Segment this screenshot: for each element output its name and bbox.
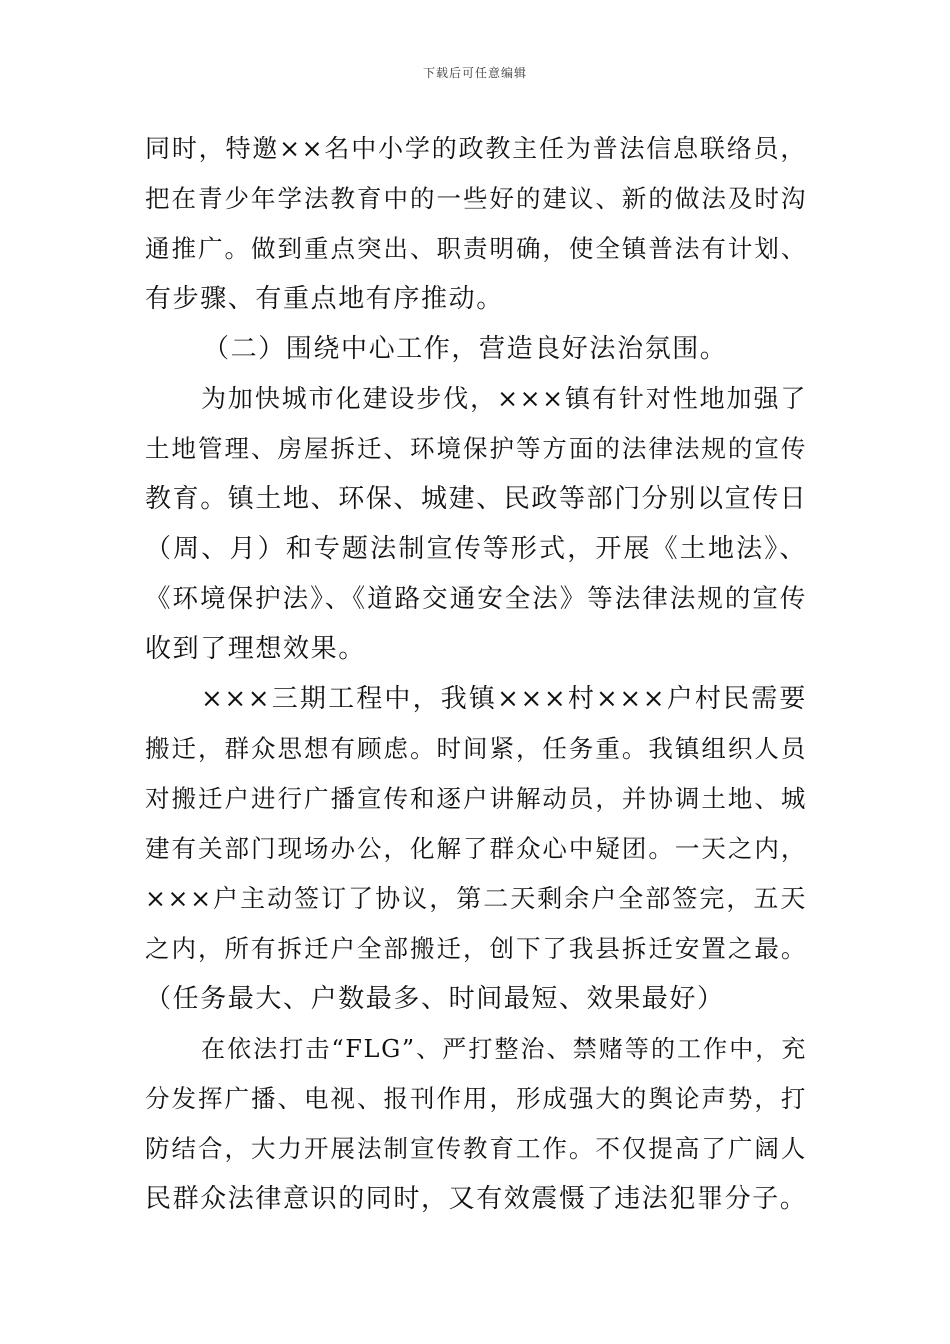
page-header: 下载后可任意编辑 xyxy=(422,66,527,80)
text-line: ×××三期工程中，我镇×××村×××户村民需要 xyxy=(201,684,807,714)
section-heading: （二）围绕中心工作，营造良好法治氛围。 xyxy=(203,334,728,364)
text-line: （任务最大、户数最多、时间最短、效果最好） xyxy=(145,984,725,1014)
text-line: 为加快城市化建设步伐，×××镇有针对性地加强了 xyxy=(201,384,807,413)
text-line: 土地管理、房屋拆迁、环境保护等方面的法律法规的宣传 xyxy=(145,434,807,463)
text-line: 教育。镇土地、环保、城建、民政等部门分别以宣传日 xyxy=(145,484,808,514)
text-line: 民群众法律意识的同时，又有效震慑了违法犯罪分子。 xyxy=(145,1184,808,1214)
text-line: 搬迁，群众思想有顾虑。时间紧，任务重。我镇组织人员 xyxy=(145,734,807,763)
body-text xyxy=(145,124,807,1224)
text-line: 分发挥广播、电视、报刊作用，形成强大的舆论声势，打 xyxy=(145,1084,807,1113)
text-line: 同时，特邀××名中小学的政教主任为普法信息联络员， xyxy=(145,134,807,163)
text-line: （周、月）和专题法制宣传等形式，开展《土地法》、 xyxy=(145,534,807,564)
text-line: 之内，所有拆迁户全部搬迁，创下了我县拆迁安置之最。 xyxy=(145,934,807,963)
text-line: 对搬迁户进行广播宣传和逐户讲解动员，并协调土地、城 xyxy=(145,784,807,813)
text-line: 把在青少年学法教育中的一些好的建议、新的做法及时沟 xyxy=(145,184,807,213)
text-line: 通推广。做到重点突出、职责明确，使全镇普法有计划、 xyxy=(145,234,807,263)
text-line: 有步骤、有重点地有序推动。 xyxy=(145,284,504,314)
text-line: ×××户主动签订了协议，第二天剩余户全部签完，五天 xyxy=(145,884,807,913)
text-line: 收到了理想效果。 xyxy=(145,634,366,664)
text-line: 建有关部门现场办公，化解了群众心中疑团。一天之内， xyxy=(145,834,807,863)
text-line: 在依法打击“FLG”、严打整治、禁赌等的工作中，充 xyxy=(201,1035,807,1063)
text-line: 《环境保护法》、《道路交通安全法》等法律法规的宣传 xyxy=(145,584,807,614)
text-line: 防结合，大力开展法制宣传教育工作。不仅提高了广阔人 xyxy=(145,1134,807,1163)
